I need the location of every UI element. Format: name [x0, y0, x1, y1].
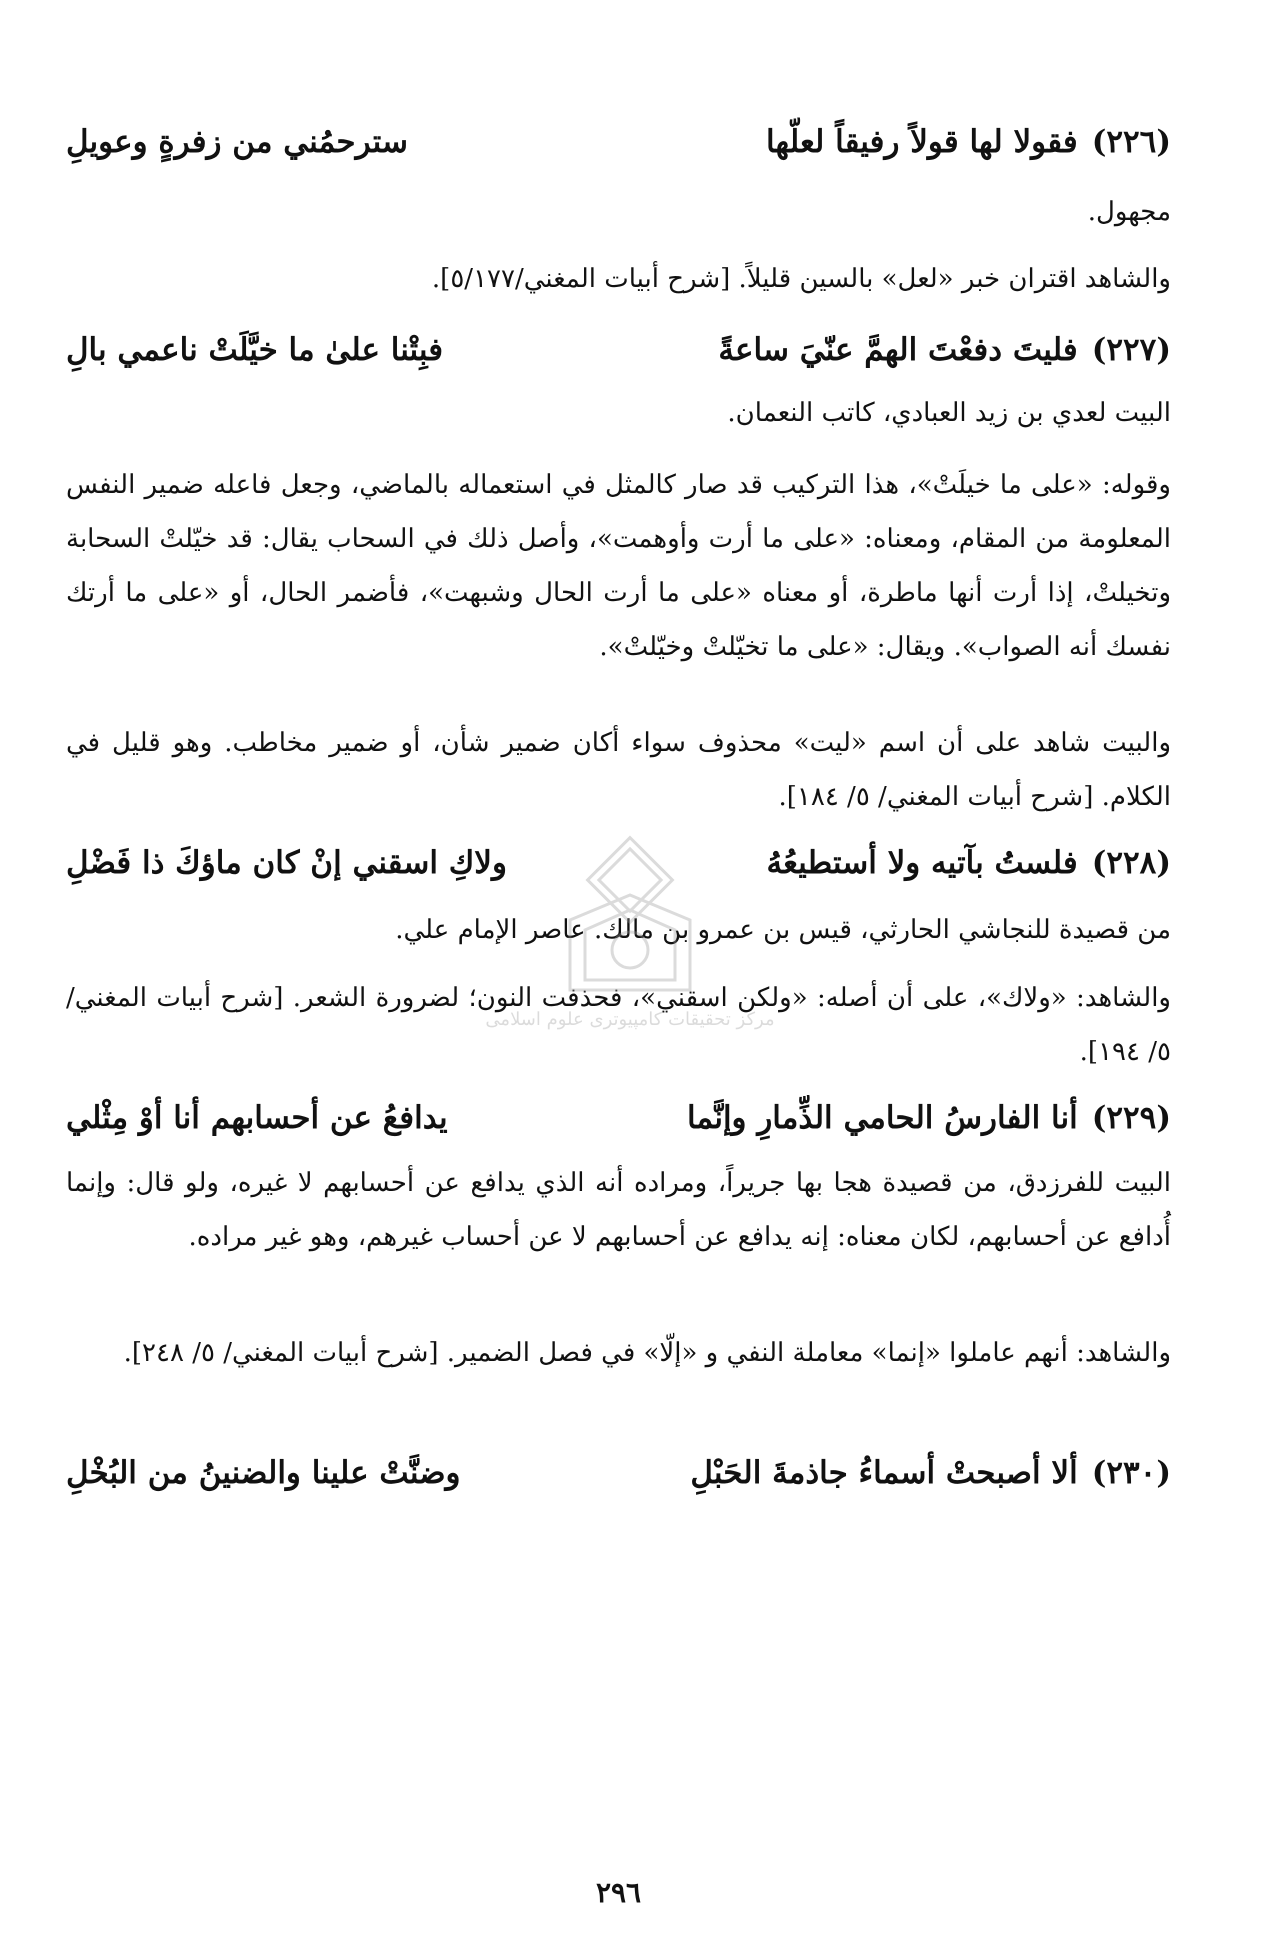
verse-230: [66, 1443, 1171, 1503]
verse-first-hemistich: ألا أصبحتْ أسماءُ جاذمةَ الحَبْلِ: [690, 1455, 1078, 1491]
paragraph-evidence-226: والشاهد اقتران خبر «لعل» بالسين قليلاً. [شرح أبيات المغني/٥/١٧٧].: [431, 264, 1171, 294]
svg-text:مركز تحقيقات كامپيوتری علوم اس: مركز تحقيقات كامپيوتری علوم اسلامی: [485, 1009, 775, 1030]
verse-226: [66, 112, 1171, 172]
verse-first-hemistich: أنا الفارسُ الحامي الذِّمارِ وإنَّما: [686, 1100, 1078, 1136]
page-number: ٢٩٦: [595, 1876, 642, 1909]
verse-number: (٢٢٩): [1091, 1100, 1171, 1136]
verse-second-hemistich: فبِتْنا علىٰ ما خيَّلَتْ ناعمي بالِ: [66, 332, 444, 368]
paragraph-explanation-229: البيت للفرزدق، من قصيدة هجا بها جريراً، ومراده أنه الذي يدافع عن أحسابهم لا غيره، ولو قال: وإنما أُدافع عن أحسابهم، لكان معناه: إنه يدافع عن أحسابهم لا عن أحساب غيرهم، وهو غير مراده.: [66, 1168, 1171, 1252]
verse-first-hemistich: فليتَ دفعْتَ الهمَّ عنّيَ ساعةً: [718, 332, 1078, 368]
verse-first-hemistich: فلستُ بآتيه ولا أستطيعُهُ: [766, 845, 1078, 881]
document-page: [66, 0, 1171, 1946]
paragraph-source-228: من قصيدة للنجاشي الحارثي، قيس بن عمرو بن مالك. عاصر الإمام علي.: [395, 915, 1171, 945]
verse-227: [66, 320, 1171, 380]
verse-second-hemistich: يدافعُ عن أحسابهم أنا أوْ مِثْلي: [66, 1100, 448, 1136]
verse-228: [66, 833, 1171, 893]
verse-number: (٢٢٧): [1091, 332, 1171, 368]
paragraph-source-226: مجهول.: [1087, 197, 1171, 227]
paragraph-evidence-227: والبيت شاهد على أن اسم «ليت» محذوف سواء أكان ضمير شأن، أو ضمير مخاطب. وهو قليل في الكلام. [شرح أبيات المغني/ ٥/ ١٨٤].: [66, 728, 1171, 812]
verse-second-hemistich: ولاكِ اسقني إنْ كان ماؤكَ ذا فَضْلِ: [66, 845, 507, 881]
paragraph-evidence-228: والشاهد: «ولاك»، على أن أصله: «ولكن اسقني»، فحذفت النون؛ لضرورة الشعر. [شرح أبيات المغني/ ٥/ ١٩٤].: [66, 983, 1171, 1067]
verse-second-hemistich: وضنَّتْ علينا والضنينُ من البُخْلِ: [66, 1455, 461, 1491]
verse-number: (٢٣٠): [1091, 1455, 1171, 1491]
paragraph-evidence-229: والشاهد: أنهم عاملوا «إنما» معاملة النفي و «إلّا» في فصل الضمير. [شرح أبيات المغني/ ٥/ ٢٤٨].: [123, 1338, 1171, 1368]
verse-number: (٢٢٦): [1091, 124, 1171, 160]
verse-second-hemistich: سترحمُني من زفرةٍ وعويلِ: [66, 124, 409, 160]
verse-229: [66, 1088, 1171, 1148]
paragraph-explanation-227: وقوله: «على ما خيلَتْ»، هذا التركيب قد صار كالمثل في استعماله بالماضي، وجعل فاعله ضمير النفس المعلومة من المقام، ومعناه: «على ما أرت وأوهمت»، وأصل ذلك في السحاب يقال: قد خيّلتْ السحابة وتخيلتْ، إذا أرت أنها ماطرة، أو معناه «على ما أرت الحال وشبهت»، فأضمر الحال، أو «على ما أرتك نفسك أنه الصواب». ويقال: «على ما تخيّلتْ وخيّلتْ».: [66, 470, 1171, 662]
paragraph-source-227: البيت لعدي بن زيد العبادي، كاتب النعمان.: [727, 398, 1171, 428]
verse-first-hemistich: فقولا لها قولاً رفيقاً لعلّها: [765, 124, 1078, 160]
verse-number: (٢٢٨): [1091, 845, 1171, 881]
